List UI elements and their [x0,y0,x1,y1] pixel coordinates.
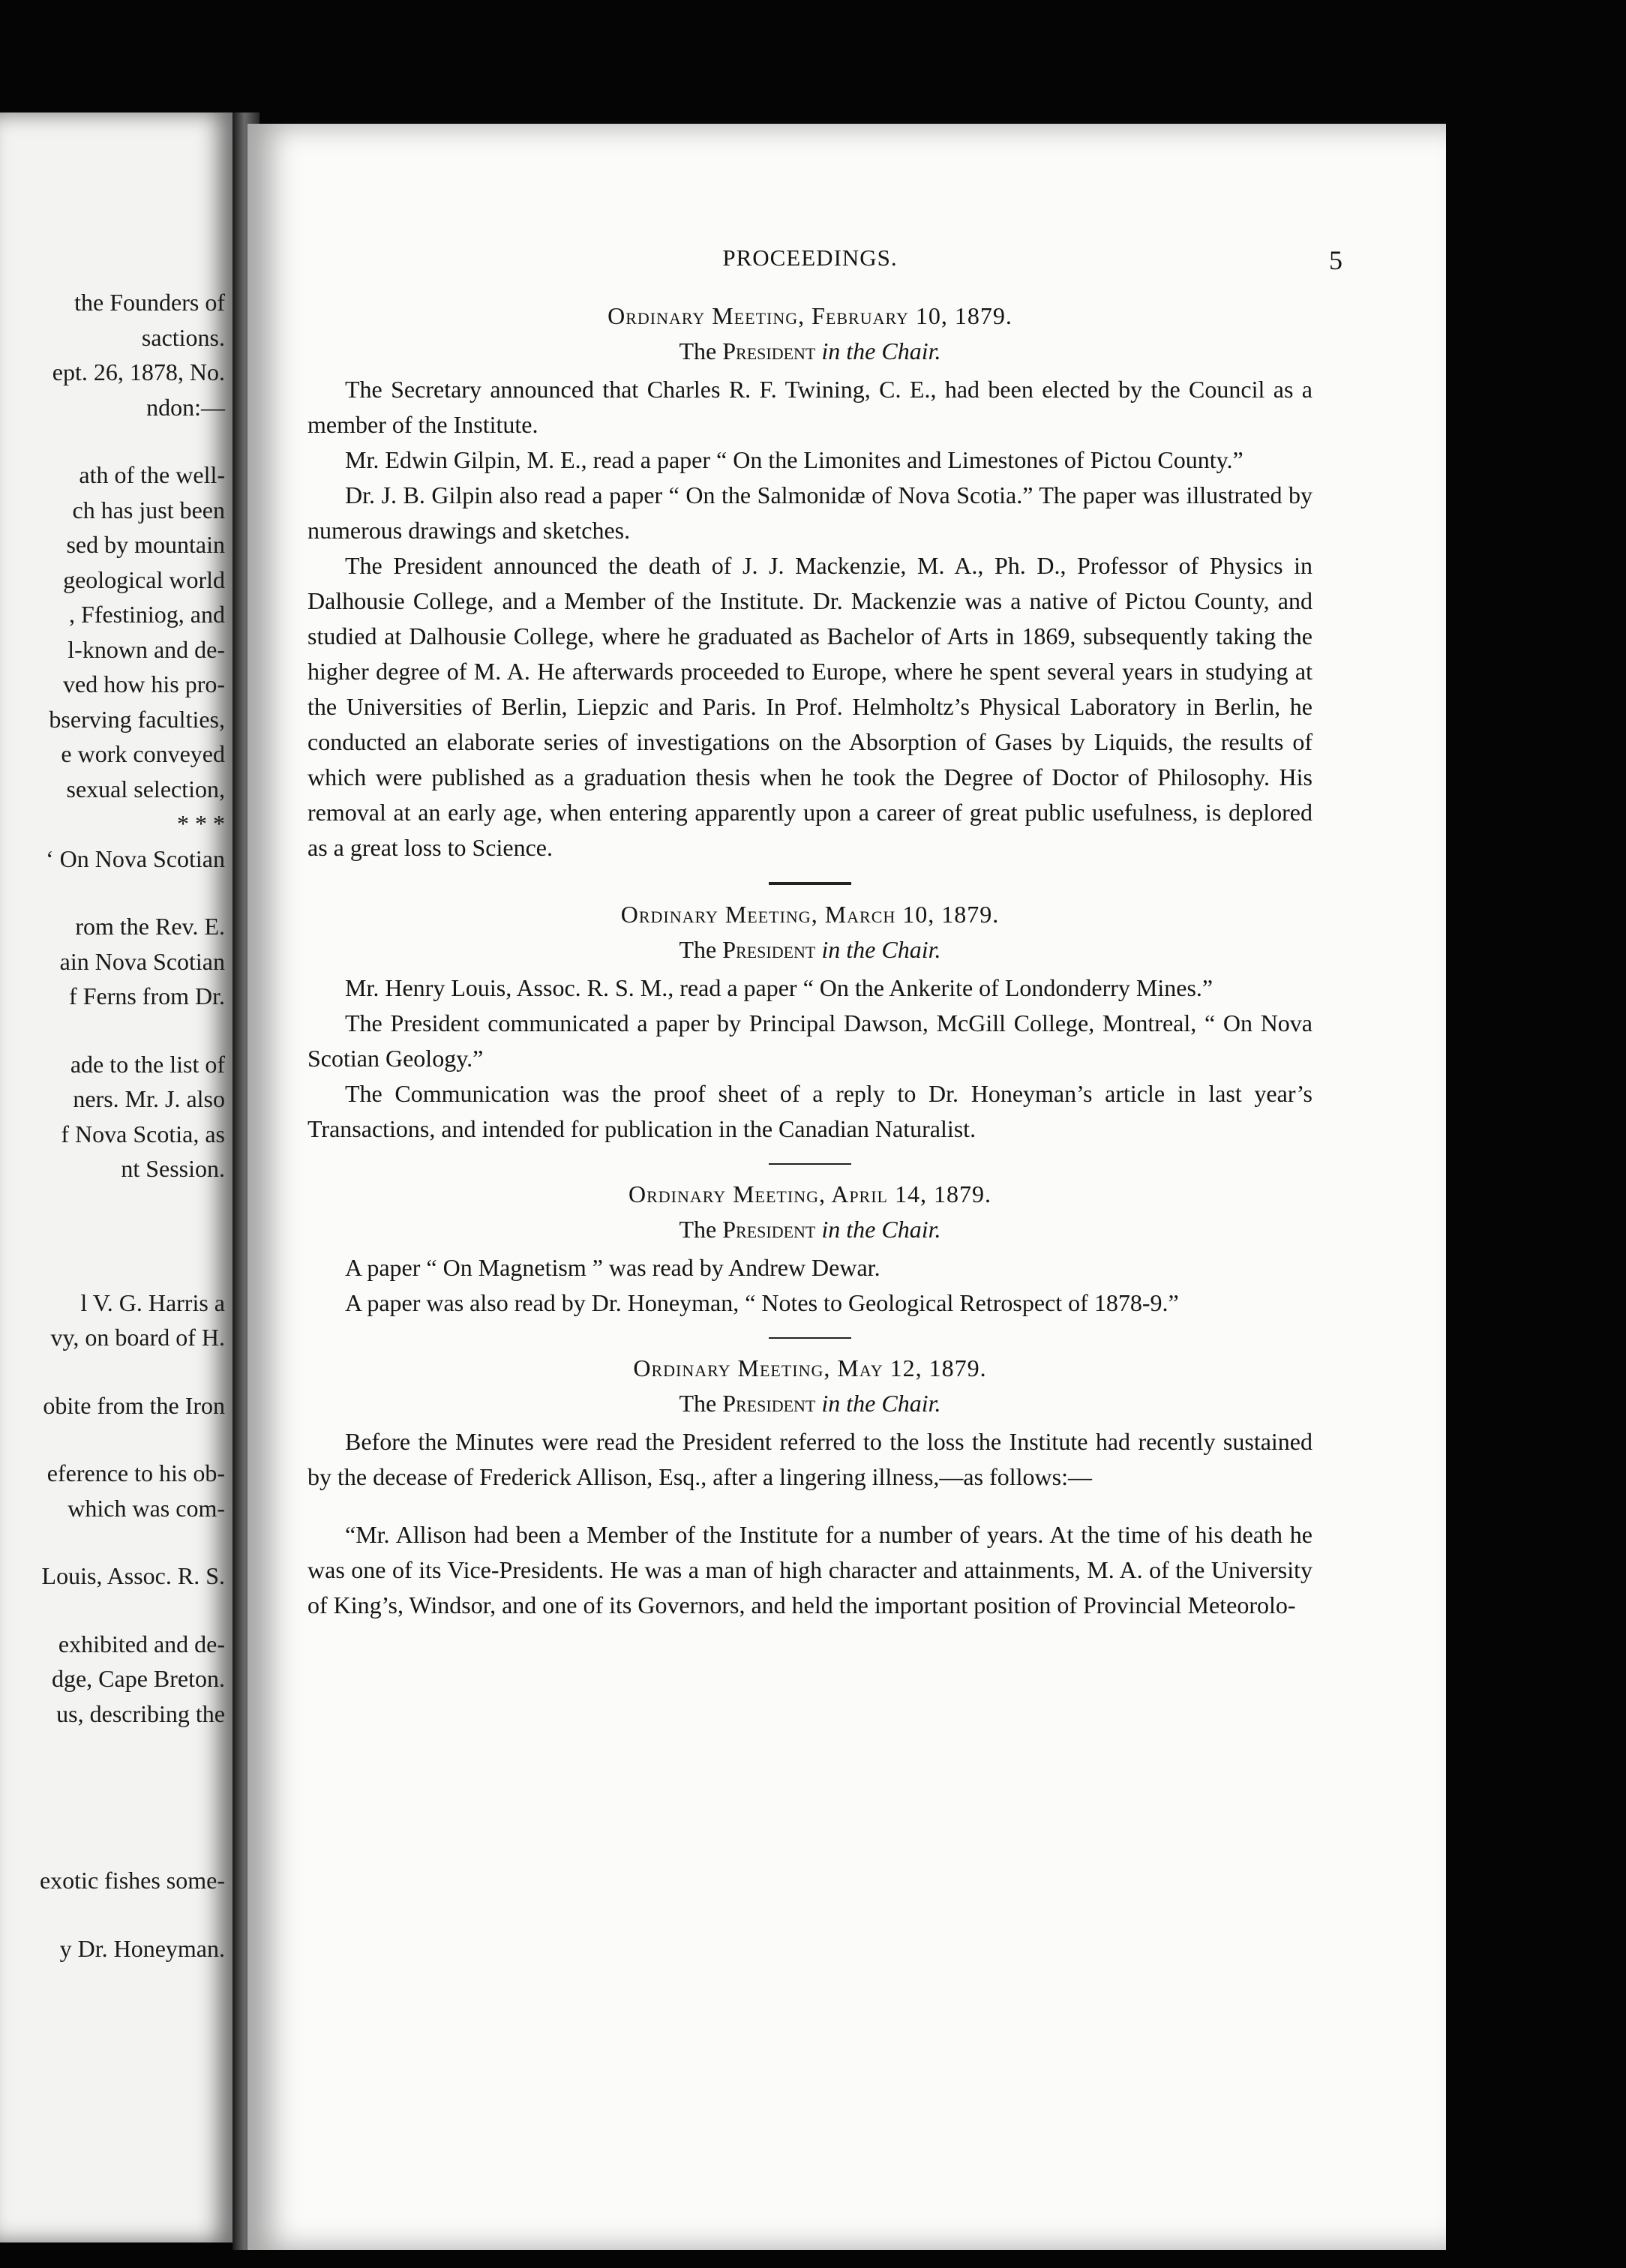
left-page-line [0,1355,232,1388]
left-page-line: exhibited and de- [58,1630,225,1658]
left-page-line [0,424,232,458]
left-page-line: sexual selection, [66,775,225,802]
left-page-line: Louis, Assoc. R. S. [41,1562,225,1589]
left-page-line: obite from the Iron [43,1391,225,1419]
chair-line: The President in the Chair. [679,338,941,364]
left-page-line: which was com- [68,1494,225,1522]
left-page-text [0,285,232,1966]
left-page-line: ndon:— [146,393,225,421]
left-page-line [0,1731,232,1764]
section-divider [769,882,851,885]
left-page-line: nt Session. [121,1155,225,1182]
left-page-line [0,1252,232,1286]
meeting-march [308,897,1312,1147]
meeting-heading: Ordinary Meeting, May 12, 1879. [633,1354,987,1382]
left-page-line [0,1594,232,1627]
left-page-line: l V. G. Harris a [80,1288,225,1316]
left-page-line: ved how his pro- [63,670,225,698]
chair-line: The President in the Chair. [679,1216,941,1243]
left-page-line [0,1186,232,1220]
left-page-line: exotic fishes some- [39,1867,225,1894]
left-page-line: e work conveyed [61,740,225,767]
left-page-line: rom the Rev. E. [75,913,225,940]
left-page-line [0,1423,232,1456]
left-page-line: ners. Mr. J. also [73,1085,225,1112]
quoted-paragraph: “Mr. Allison had been a Member of the Institute for a number of years. At the time of his death he was one of its Vice-Presidents. He was a man of high character and attainments, M. A. of the University of King’s, Windsor, and one of its Governors, and held the important position of Provincial Meteorolo- [308,1521,1312,1618]
left-page-line: bserving faculties, [49,705,225,733]
left-page-line: f Nova Scotia, as [61,1120,225,1148]
left-page-line: l-known and de- [68,635,225,663]
left-page-line: ain Nova Scotian [59,947,225,975]
section-divider [769,1337,851,1339]
paragraph: Before the Minutes were read the President referred to the loss the Institute had recently sustained by the decease of Frederick Allison, Esq., after a lingering illness,—as follows:— [308,1428,1312,1490]
meeting-heading: Ordinary Meeting, February 10, 1879. [608,302,1012,329]
left-page-line: sactions. [141,323,225,351]
left-page-line: geological world [63,566,225,593]
running-head [308,240,1342,294]
paragraph: A paper “ On Magnetism ” was read by Andrew Dewar. [345,1254,880,1281]
paragraph: Dr. J. B. Gilpin also read a paper “ On the Salmonidæ of Nova Scotia.” The paper was illustrated by numerous drawings and sketches. [308,482,1312,544]
running-head-title: PROCEEDINGS. [722,244,898,271]
left-page-line: y Dr. Honeyman. [59,1934,225,1962]
left-page-line: sed by mountain [66,531,225,558]
left-page-line: eference to his ob- [46,1460,225,1486]
paragraph: Mr. Henry Louis, Assoc. R. S. M., read a paper “ On the Ankerite of Londonderry Mines.” [345,974,1214,1001]
left-page-line: ‘ On Nova Scotian [45,844,225,872]
paragraph: Mr. Edwin Gilpin, M. E., read a paper “ On the Limonites and Limestones of Pictou County.” [345,446,1244,473]
paragraph: The President communicated a paper by Principal Dawson, McGill College, Montreal, “ On Nova Scotian Geology.” [308,1010,1312,1072]
left-page-line: the Founders of [74,289,225,316]
left-page-line: ept. 26, 1878, No. [52,358,225,386]
paragraph: The President announced the death of J. J. Mackenzie, M. A., Ph. D., Professor of Physics in Dalhousie College, and a Member of the Institute. Dr. Mackenzie was a native of Pictou County, and studied at Dalhousie College, where he graduated as Bachelor of Arts in 1869, subsequently taking the higher degree of M. A. He afterwards proceeded to Europe, where he spent several years in studying at the Universities of Berlin, Liepzic and Paris. In Prof. Helmholtz’s Physical Laboratory in Berlin, he conducted an elaborate series of investigations on the Absorption of Gases by Liquids, the results of which were published as a graduation thesis when he took the Degree of Doctor of Philosophy. His removal at an early age, when entering apparently upon a career of great public usefulness, is deplored as a great loss to Science. [308,552,1312,861]
paragraph: The Secretary announced that Charles R. F. Twining, C. E., had been elected by the Council as a member of the Institute. [308,376,1312,438]
left-page-line [0,1220,232,1252]
left-page-line [0,1014,232,1047]
chair-line: The President in the Chair. [679,1390,941,1417]
left-page-line: f Ferns from Dr. [69,982,225,1010]
page-number: 5 [1329,245,1342,275]
left-page-line: ath of the well- [79,461,225,488]
chair-line: The President in the Chair. [679,936,941,963]
left-page-line: vy, on board of H. [50,1324,225,1351]
left-page-line [0,1764,232,1797]
page-body [308,240,1342,1623]
left-page-line: * * * [177,810,225,837]
left-page-line [0,1797,232,1830]
meeting-heading: Ordinary Meeting, April 14, 1879. [628,1180,992,1208]
meeting-february [308,298,1312,866]
meeting-may [308,1351,1312,1623]
section-divider [769,1163,851,1165]
meeting-heading: Ordinary Meeting, March 10, 1879. [620,901,1000,928]
left-page-line [0,1830,232,1863]
left-page-line: ade to the list of [70,1050,225,1078]
left-page-line: us, describing the [56,1700,225,1727]
paragraph: A paper was also read by Dr. Honeyman, “ Notes to Geological Retrospect of 1878-9.” [345,1289,1179,1316]
left-page-line [0,876,232,909]
paragraph: The Communication was the proof sheet of a reply to Dr. Honeyman’s article in last year’s Transactions, and intended for publication in the Canadian Naturalist. [308,1080,1312,1142]
left-page-line [0,1898,232,1931]
left-page-line: ch has just been [72,496,225,524]
left-page-line: , Ffestiniog, and [69,601,225,628]
meeting-april [308,1177,1312,1321]
left-page-line: dge, Cape Breton. [51,1665,225,1692]
left-page-line [0,1526,232,1558]
